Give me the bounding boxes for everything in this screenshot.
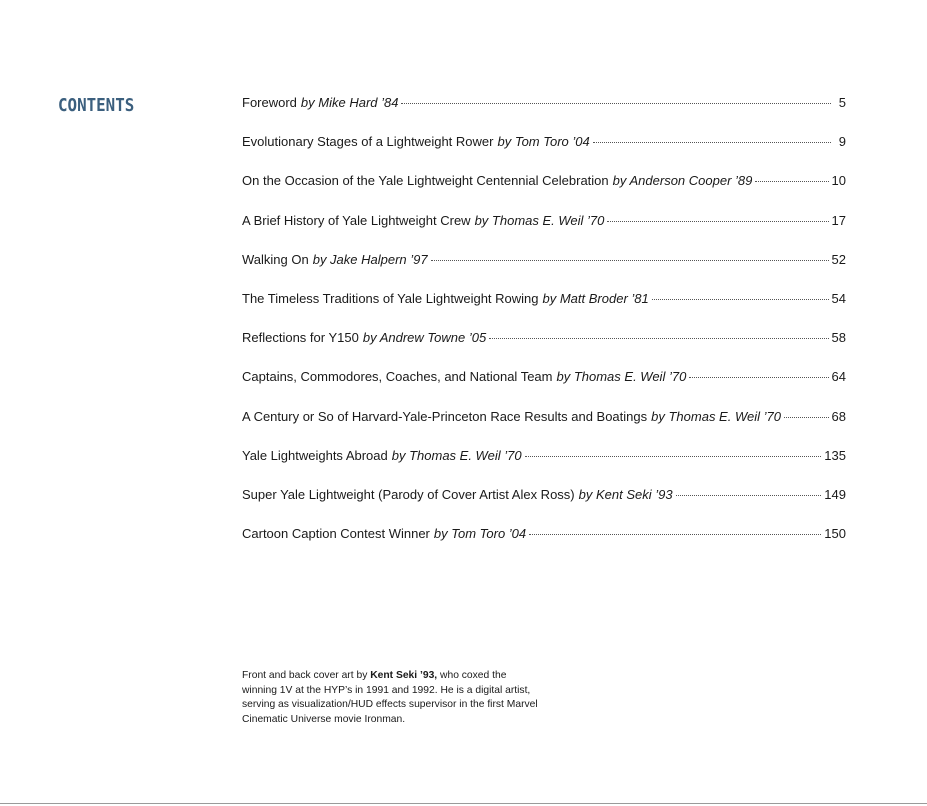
toc-entry[interactable] bbox=[242, 367, 846, 406]
dot-leader bbox=[431, 260, 829, 261]
caption-prefix: Front and back cover art by bbox=[242, 670, 371, 681]
toc-entry-author: by Andrew Towne ’05 bbox=[362, 330, 487, 346]
toc-entry-title: On the Occasion of the Yale Lightweight Centennial Celebration bbox=[242, 173, 609, 189]
toc-entry-page: 10 bbox=[831, 173, 846, 189]
toc-entry-author: by Thomas E. Weil ’70 bbox=[556, 369, 687, 385]
toc-entry[interactable] bbox=[242, 407, 846, 446]
toc-entry-page: 17 bbox=[831, 212, 846, 228]
dot-leader bbox=[676, 495, 822, 496]
toc-entry[interactable] bbox=[242, 171, 846, 210]
dot-leader bbox=[784, 417, 829, 418]
toc-entry[interactable] bbox=[242, 132, 846, 171]
cover-art-caption bbox=[242, 669, 542, 727]
toc-entry-title: Cartoon Caption Contest Winner bbox=[242, 526, 430, 542]
bottom-rule bbox=[0, 803, 927, 804]
toc-entry[interactable] bbox=[242, 289, 846, 328]
toc-entry-page: 9 bbox=[838, 134, 846, 150]
toc-entry-title: Yale Lightweights Abroad bbox=[242, 447, 388, 463]
toc-entry-author: by Thomas E. Weil ’70 bbox=[651, 408, 781, 424]
toc-entry-page: 52 bbox=[831, 251, 846, 267]
toc-entry-page: 64 bbox=[831, 369, 846, 385]
toc-entry[interactable] bbox=[242, 524, 846, 563]
dot-leader bbox=[593, 142, 831, 143]
toc-entry[interactable] bbox=[242, 446, 846, 485]
toc-entry-author: by Thomas E. Weil ’70 bbox=[391, 447, 522, 463]
toc-entry[interactable] bbox=[242, 93, 846, 132]
dot-leader bbox=[607, 221, 828, 222]
toc-entry-author: by Tom Toro ’04 bbox=[497, 134, 590, 150]
toc-entry-page: 5 bbox=[838, 95, 846, 110]
toc-entry-page: 149 bbox=[824, 486, 846, 502]
toc-entry-title: Captains, Commodores, Coaches, and National Team bbox=[242, 369, 553, 385]
toc-entry-author: by Kent Seki ’93 bbox=[578, 486, 673, 502]
dot-leader bbox=[755, 181, 828, 182]
toc-entry-title: Foreword bbox=[242, 95, 297, 110]
toc-entry-page: 54 bbox=[831, 290, 846, 306]
toc-entry-title: Walking On bbox=[242, 251, 309, 267]
toc-entry-title: A Century or So of Harvard-Yale-Princeton Race Results and Boatings bbox=[242, 408, 648, 424]
dot-leader bbox=[489, 338, 828, 339]
toc-entry[interactable] bbox=[242, 485, 846, 524]
toc-entry-page: 68 bbox=[831, 408, 846, 424]
caption-text: who coxed the winning 1V at the HYP’s in 1991 and 1992. He is a digital artist, serving as visualization/HUD effects supervisor in the first Marvel Cinematic Universe movie Ironman. bbox=[242, 670, 538, 725]
dot-leader bbox=[525, 456, 822, 457]
toc-entry-author: by Mike Hard ’84 bbox=[300, 95, 399, 110]
toc-entry-title: Reflections for Y150 bbox=[242, 330, 359, 346]
toc-entry-page: 58 bbox=[831, 330, 846, 346]
toc-entry-author: by Tom Toro ’04 bbox=[433, 526, 527, 542]
toc-entry-author: by Matt Broder ’81 bbox=[542, 290, 649, 306]
toc-entry-title: A Brief History of Yale Lightweight Crew bbox=[242, 212, 471, 228]
page-title: CONTENTS bbox=[58, 95, 135, 116]
toc-entry-title: Evolutionary Stages of a Lightweight Rower bbox=[242, 134, 494, 150]
toc-entry[interactable] bbox=[242, 211, 846, 250]
dot-leader bbox=[529, 534, 821, 535]
toc-entry-author: by Anderson Cooper ’89 bbox=[612, 173, 753, 189]
toc-entry-author: by Thomas E. Weil ’70 bbox=[474, 212, 605, 228]
table-of-contents bbox=[242, 93, 846, 563]
toc-entry[interactable] bbox=[242, 328, 846, 367]
toc-entry-author: by Jake Halpern ’97 bbox=[312, 251, 428, 267]
toc-entry-page: 150 bbox=[824, 526, 846, 542]
dot-leader bbox=[689, 377, 828, 378]
toc-entry-page: 135 bbox=[824, 447, 846, 463]
artist-name: Kent Seki ’93, bbox=[370, 670, 438, 681]
dot-leader bbox=[401, 103, 831, 104]
dot-leader bbox=[652, 299, 829, 300]
toc-entry-title: Super Yale Lightweight (Parody of Cover Artist Alex Ross) bbox=[242, 486, 575, 502]
toc-entry-title: The Timeless Traditions of Yale Lightweight Rowing bbox=[242, 290, 539, 306]
toc-entry[interactable] bbox=[242, 250, 846, 289]
